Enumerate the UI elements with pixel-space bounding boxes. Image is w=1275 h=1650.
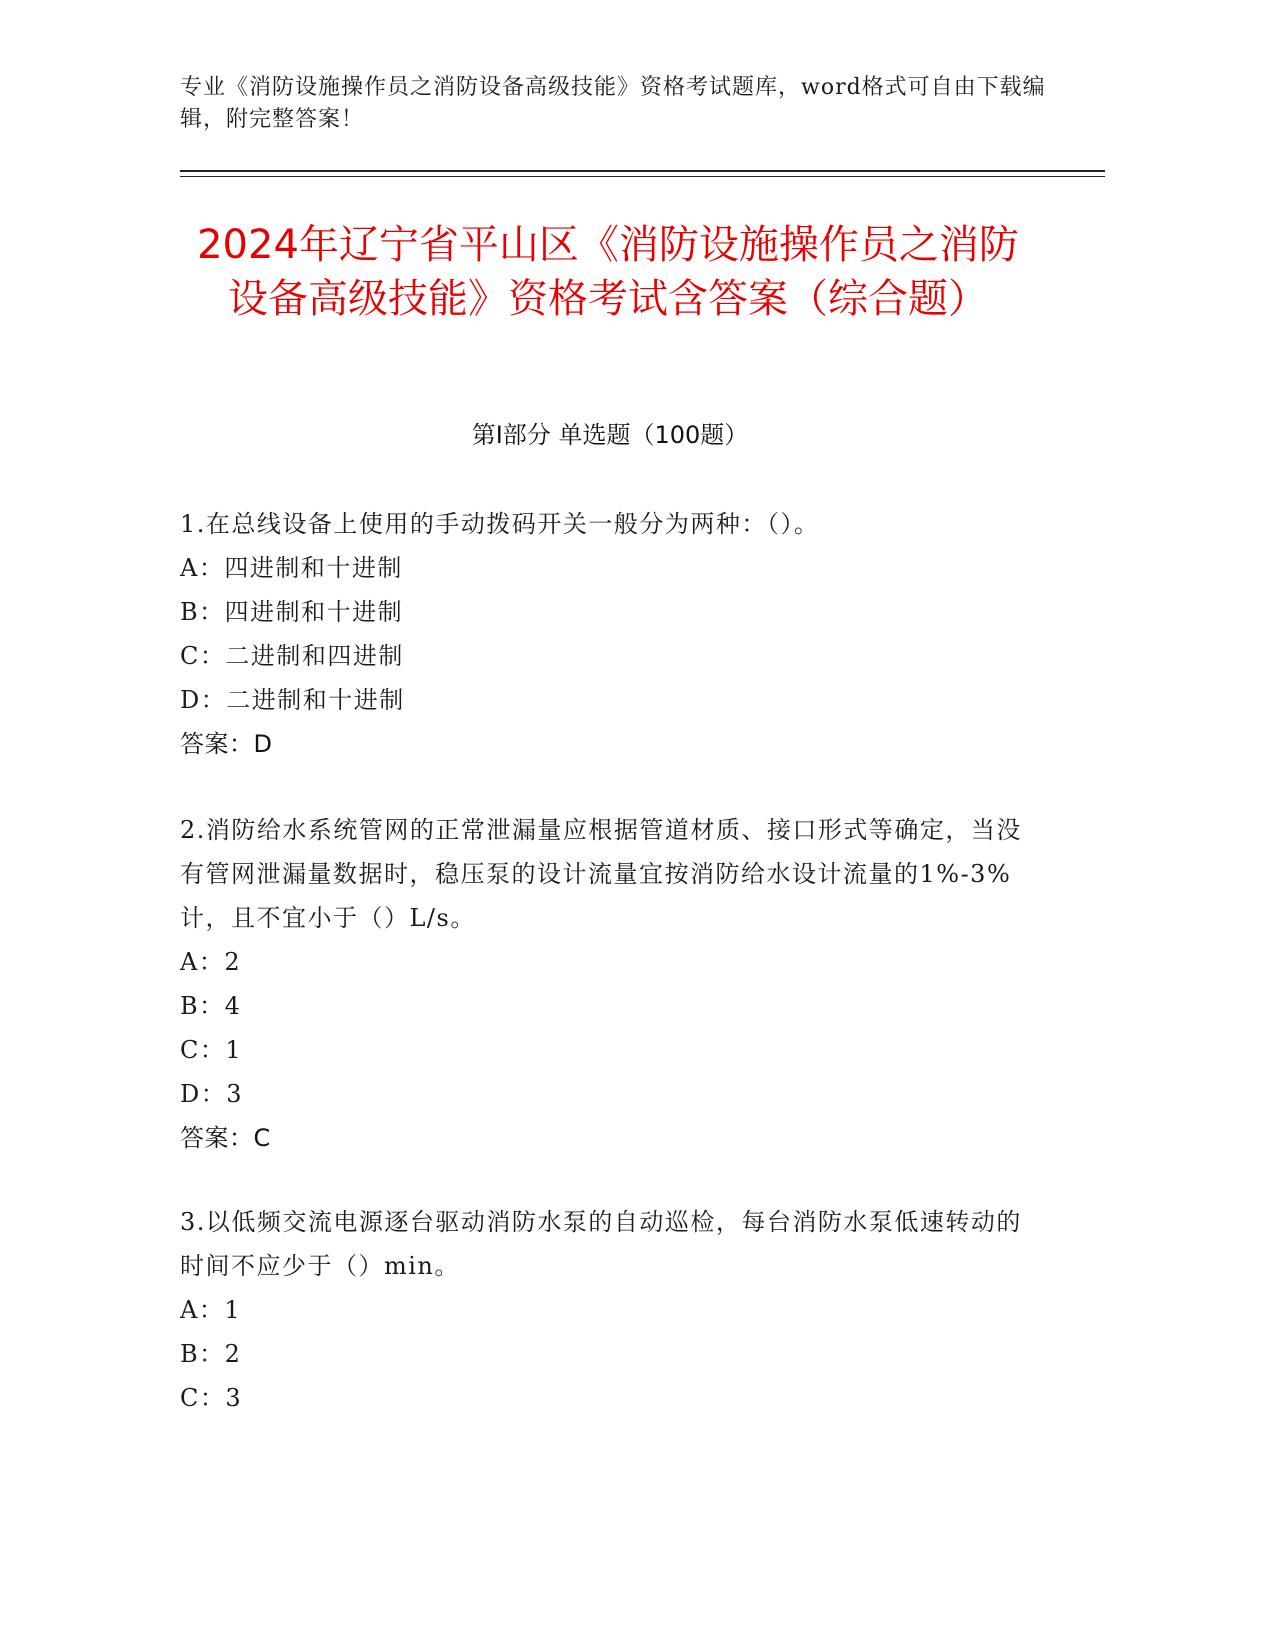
question-3 xyxy=(180,1200,1025,1420)
header-rule-thick xyxy=(180,170,1105,172)
section-title: 第Ⅰ部分 单选题（100题） xyxy=(471,421,749,449)
option-d: D：3 xyxy=(180,1080,244,1108)
option-c: C：二进制和四进制 xyxy=(180,642,404,670)
question-stem: 3.以低频交流电源逐台驱动消防水泵的自动巡检，每台消防水泵低速转动的时间不应少于（）min。 xyxy=(180,1208,1022,1280)
option-a: A：四进制和十进制 xyxy=(180,554,403,582)
option-a: A：1 xyxy=(180,1296,242,1324)
answer: 答案：D xyxy=(180,730,273,758)
option-b: B：2 xyxy=(180,1340,242,1368)
option-a: A：2 xyxy=(180,948,242,976)
question-stem: 1.在总线设备上使用的手动拨码开关一般分为两种：（）。 xyxy=(180,510,820,538)
question-2 xyxy=(180,808,1025,1160)
option-b: B：四进制和十进制 xyxy=(180,598,404,626)
document-title: 2024年辽宁省平山区《消防设施操作员之消防设备高级技能》资格考试含答案（综合题） xyxy=(197,222,1019,322)
header-rule-thin xyxy=(180,176,1105,177)
option-b: B：4 xyxy=(180,992,242,1020)
question-1 xyxy=(180,502,1025,766)
question-stem: 2.消防给水系统管网的正常泄漏量应根据管道材质、接口形式等确定，当没有管网泄漏量数据时，稳压泵的设计流量宜按消防给水设计流量的1%-3%计，且不宜小于（）L/s。 xyxy=(180,816,1022,932)
option-d: D：二进制和十进制 xyxy=(180,686,405,714)
answer: 答案：C xyxy=(180,1124,271,1152)
option-c: C：3 xyxy=(180,1384,243,1412)
header-note: 专业《消防设施操作员之消防设备高级技能》资格考试题库，word格式可自由下载编辑，附完整答案！ xyxy=(180,75,1046,132)
option-c: C：1 xyxy=(180,1036,243,1064)
